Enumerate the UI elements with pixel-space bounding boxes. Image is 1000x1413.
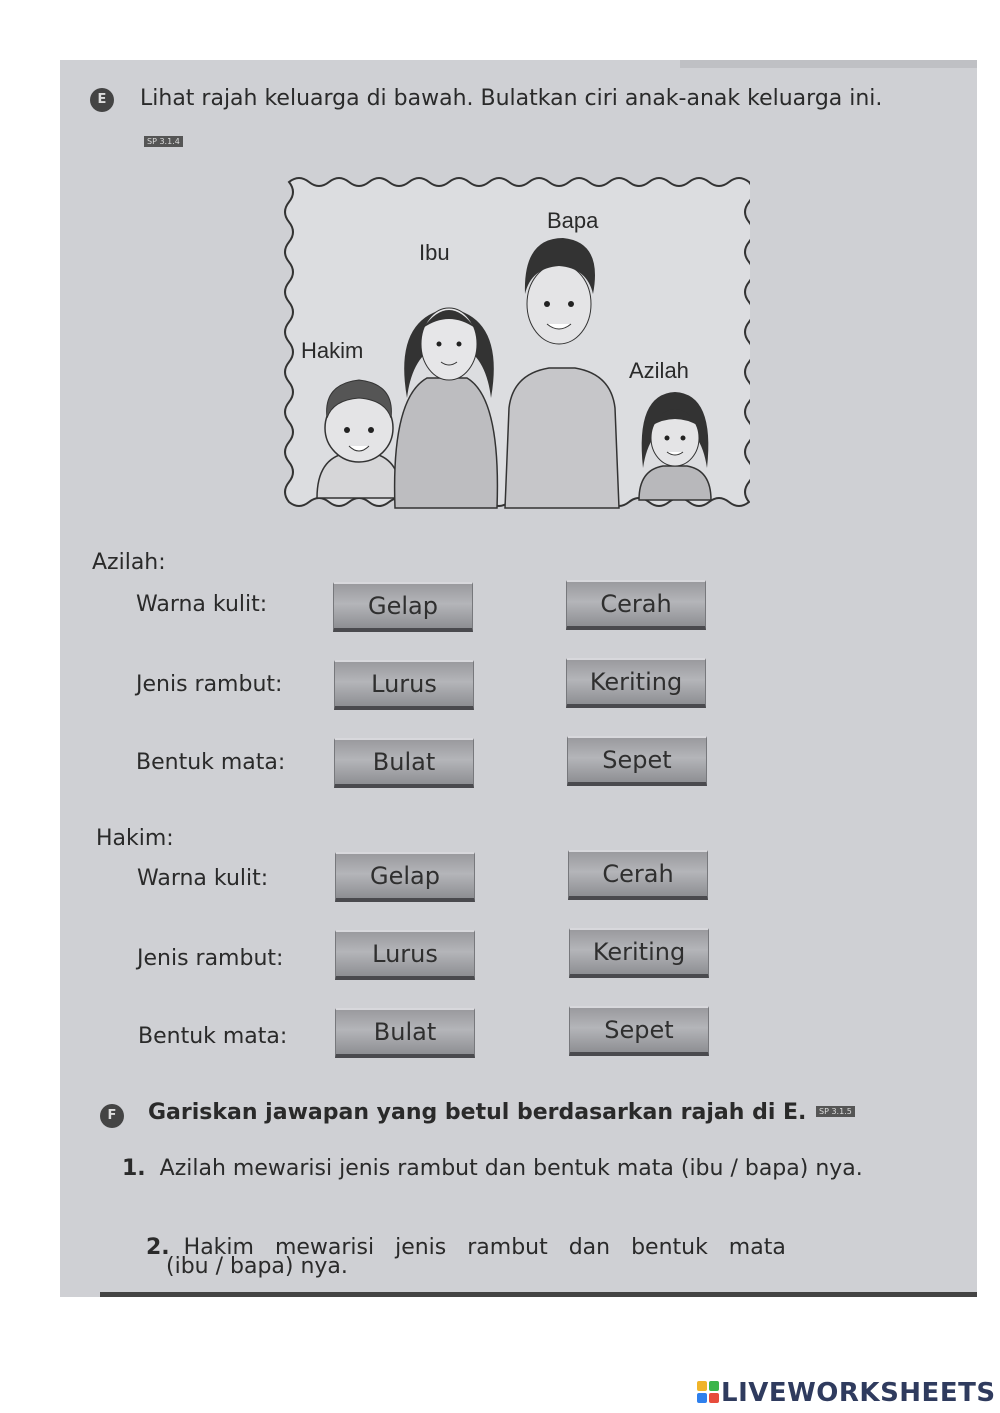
azilah-row-label: Jenis rambut: <box>136 672 283 697</box>
header-rule <box>680 60 977 68</box>
azilah-rambut-opt-lurus[interactable]: Lurus <box>334 660 474 710</box>
section-f-sp-code: SP 3.1.5 <box>816 1106 855 1117</box>
group-hakim-title: Hakim: <box>96 826 174 851</box>
question-text: Azilah mewarisi jenis rambut dan bentuk mata (ibu / bapa) nya. <box>159 1156 863 1181</box>
hakim-row-label: Warna kulit: <box>137 866 269 891</box>
hakim-rambut-opt-lurus[interactable]: Lurus <box>335 930 475 980</box>
section-e-sp-code: SP 3.1.4 <box>144 136 183 147</box>
group-azilah-title: Azilah: <box>92 550 166 575</box>
question-2-continued: (ibu / bapa) nya. <box>166 1254 348 1279</box>
hakim-mata-opt-bulat[interactable]: Bulat <box>335 1008 475 1058</box>
azilah-row-label: Bentuk mata: <box>136 750 286 775</box>
question-number: 2. <box>145 1235 170 1260</box>
liveworksheets-logo[interactable] <box>697 1378 996 1408</box>
question-number: 1. <box>122 1156 146 1181</box>
azilah-rambut-opt-keriting[interactable]: Keriting <box>566 658 706 708</box>
hakim-row-label: Jenis rambut: <box>137 946 284 971</box>
azilah-mata-opt-bulat[interactable]: Bulat <box>334 738 474 788</box>
bottom-rule <box>100 1292 977 1297</box>
azilah-kulit-opt-gelap[interactable]: Gelap <box>333 582 473 632</box>
section-f-badge: F <box>100 1104 124 1128</box>
hakim-mata-opt-sepet[interactable]: Sepet <box>569 1006 709 1056</box>
name-bapa: Bapa <box>547 208 599 233</box>
question-text-line1: Hakim mewarisi jenis rambut dan bentuk mata <box>183 1235 786 1260</box>
hakim-figure <box>317 380 401 498</box>
logo-text: LIVEWORKSHEETS <box>721 1378 996 1408</box>
logo-icon <box>697 1381 719 1403</box>
hakim-kulit-opt-gelap[interactable]: Gelap <box>335 852 475 902</box>
azilah-kulit-opt-cerah[interactable]: Cerah <box>566 580 706 630</box>
hakim-kulit-opt-cerah[interactable]: Cerah <box>568 850 708 900</box>
family-picture <box>277 168 750 520</box>
name-azilah: Azilah <box>629 358 689 383</box>
section-e-badge: E <box>90 88 114 112</box>
hakim-row-label: Bentuk mata: <box>138 1024 288 1049</box>
section-e-title: Lihat rajah keluarga di bawah. Bulatkan ciri anak-anak keluarga ini. <box>140 86 883 111</box>
hakim-rambut-opt-keriting[interactable]: Keriting <box>569 928 709 978</box>
name-hakim: Hakim <box>301 338 364 363</box>
worksheet-page <box>60 60 977 1297</box>
question-1 <box>122 1156 863 1181</box>
azilah-row-label: Warna kulit: <box>136 592 268 617</box>
section-f-title: Gariskan jawapan yang betul berdasarkan rajah di E. <box>148 1100 807 1125</box>
ibu-figure <box>395 308 498 508</box>
azilah-mata-opt-sepet[interactable]: Sepet <box>567 736 707 786</box>
name-ibu: Ibu <box>419 240 450 265</box>
